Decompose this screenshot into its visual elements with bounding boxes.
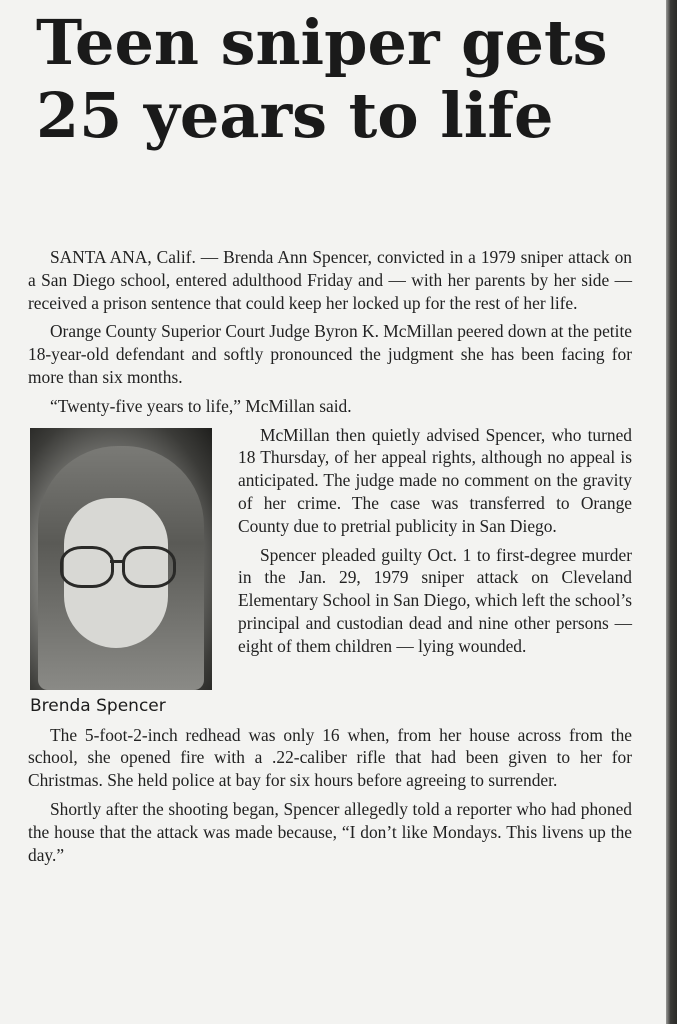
headline: [36, 6, 646, 152]
paragraph-3: “Twenty-five years to life,” McMillan said.: [50, 395, 352, 416]
paragraph-5: Spencer pleaded guilty Oct. 1 to first-degree murder in the Jan. 29, 1979 sniper attack on Cleveland Elementary School in San Diego, which left the school’s principal and custodian dead and nine other persons — eight of them children — lying wounded.: [238, 544, 632, 656]
photo-block: [30, 428, 230, 716]
portrait-photo: [30, 428, 212, 690]
headline-line-1: Teen sniper gets: [36, 6, 608, 79]
paragraph-2: Orange County Superior Court Judge Byron K. McMillan peered down at the petite 18-year-old defendant and softly pronounced the judgment she has been facing for more than six months.: [28, 321, 632, 387]
paragraph-7: Shortly after the shooting began, Spencer allegedly told a reporter who had phoned the house that the attack was made because, “I don’t like Mondays. This livens up the day.”: [28, 798, 632, 865]
article-body: [28, 246, 632, 872]
portrait-glasses: [60, 546, 178, 586]
paragraph-4: McMillan then quietly advised Spencer, who turned 18 Thursday, of her appeal rights, although no appeal is anticipated. The judge made no comment on the gravity of her crime. The case was transferred to Orange County due to pretrial publicity in San Diego.: [238, 424, 632, 536]
photo-caption: Brenda Spencer: [30, 695, 166, 716]
paragraph-1: SANTA ANA, Calif. — Brenda Ann Spencer, convicted in a 1979 sniper attack on a San Diego school, entered adulthood Friday and — with her parents by her side — received a prison sentence that could keep her locked up for the rest of her life.: [28, 247, 632, 313]
paragraph-6: The 5-foot-2-inch redhead was only 16 when, from her house across from the school, she opened fire with a .22-caliber rifle that had been given to her for Christmas. She held police at bay for six hours before agreeing to surrender.: [28, 724, 632, 791]
page-edge-shadow: [666, 0, 677, 1024]
headline-line-2: 25 years to life: [36, 79, 554, 152]
